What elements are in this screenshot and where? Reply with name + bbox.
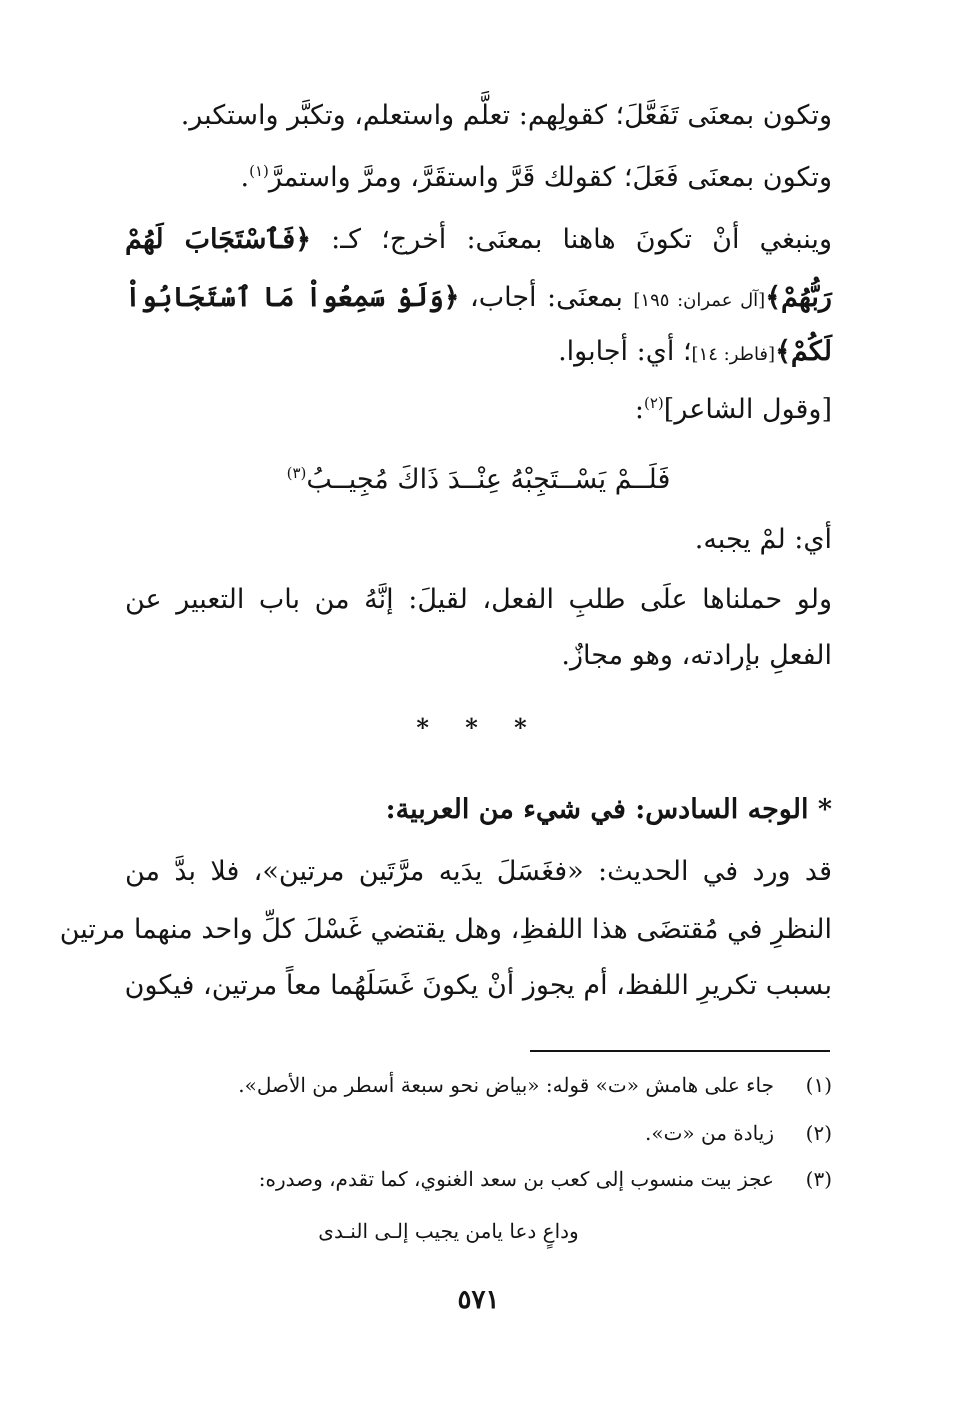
footnote-number: (٣)	[805, 1167, 832, 1191]
body-line-9	[125, 580, 832, 620]
body-text: وينبغي أنْ تكونَ هاهنا بمعنَى: أخرج؛ كـ:	[311, 224, 832, 255]
body-line-4	[125, 278, 832, 318]
body-text: الفعلِ بإرادته، وهو مجازٌ.	[561, 640, 832, 671]
footnote-text: عجز بيت منسوب إلى كعب بن سعد الغنوي، كما تقدم، وصدره:	[258, 1167, 774, 1191]
page-number-text: ٥٧١	[457, 1285, 500, 1315]
footnote-verse	[125, 1216, 832, 1246]
section-heading	[125, 790, 832, 830]
body-text: [وقول الشاعر]	[663, 394, 832, 425]
body-text: قد ورد في الحديث: «فغَسَلَ يدَيه مرَّتَين مرتين»، فلا بدَّ من	[125, 856, 832, 887]
body-line-13	[59, 910, 832, 950]
body-text: ولو حملناها علَى طلبِ الفعل، لقيلَ: إنَّهُ من باب التعبير عن	[125, 584, 832, 615]
footnote-rule	[530, 1050, 830, 1052]
footnote-marker[interactable]: (٢)	[644, 394, 664, 412]
footnote-verse-text: وداعٍ دعا يامن يجيب إلـى النـدى	[318, 1219, 579, 1243]
body-line-2	[125, 158, 832, 198]
punctuation: .	[240, 162, 250, 193]
body-line-6	[125, 390, 832, 430]
quran-reference: [آل عمران: ١٩٥]	[633, 290, 766, 311]
separator-stars: * * *	[416, 713, 541, 742]
body-line-10	[125, 636, 832, 676]
quran-quote: رَبُّهُمْ﴾	[765, 282, 832, 313]
footnote-marker[interactable]: (٣)	[286, 464, 307, 482]
body-line-8	[125, 520, 832, 560]
quran-reference: [فاطر: ١٤]	[691, 344, 776, 365]
page-number	[0, 1285, 957, 1315]
body-text: وتكون بمعنَى فَعَلَ؛ كقولك قَرَّ واستقَرَّ، ومرَّ واستمرَّ	[268, 162, 832, 193]
footnote-1	[125, 1070, 832, 1100]
body-text: بسبب تكريرِ اللفظ، أم يجوز أنْ يكونَ غَسَلَهُما معاً مرتين، فيكون	[124, 970, 832, 1001]
body-text: النظرِ في مُقتضَى هذا اللفظِ، وهل يقتضي غَسْلَ كلِّ واحد منهما مرتين	[59, 914, 832, 945]
body-line-3	[125, 220, 832, 260]
punctuation: :	[634, 394, 644, 425]
section-separator	[125, 708, 832, 748]
poetry-verse	[125, 460, 832, 500]
body-line-1	[125, 96, 832, 136]
footnote-2	[125, 1118, 832, 1148]
footnote-3	[125, 1164, 832, 1194]
body-line-14	[125, 966, 832, 1006]
body-text: وتكون بمعنَى تَفَعَّلَ؛ كقولِهم: تعلَّم واستعلم، وتكبَّر واستكبر.	[180, 100, 832, 131]
quran-quote: ﴿فَٱسْتَجَابَ لَهُمْ	[125, 224, 312, 255]
quran-quote: لَكُمْ﴾	[775, 336, 832, 367]
body-text: ؛ أي: أجابوا.	[558, 336, 692, 367]
footnote-number: (٢)	[805, 1121, 832, 1145]
verse-text: فَلَــمْ يَسْــتَجِبْهُ عِنْــدَ ذَاكَ مُجِيــبُ	[306, 464, 671, 495]
body-text: أي: لمْ يجبه.	[694, 524, 832, 555]
footnote-text: زيادة من «ت».	[644, 1121, 774, 1145]
footnote-marker[interactable]: (١)	[249, 162, 269, 180]
quran-quote: ﴿وَلَوْ سَمِعُواْ مَا ٱسْتَجَابُواْ	[125, 282, 460, 313]
heading-text: * الوجه السادس: في شيء من العربية:	[385, 794, 832, 825]
body-line-5	[125, 332, 832, 372]
body-line-12	[125, 852, 832, 892]
footnote-text: جاء على هامش «ت» قوله: «بياض نحو سبعة أسطر من الأصل».	[238, 1073, 774, 1097]
body-text: بمعنَى: أجاب،	[459, 282, 634, 313]
footnote-number: (١)	[805, 1073, 832, 1097]
